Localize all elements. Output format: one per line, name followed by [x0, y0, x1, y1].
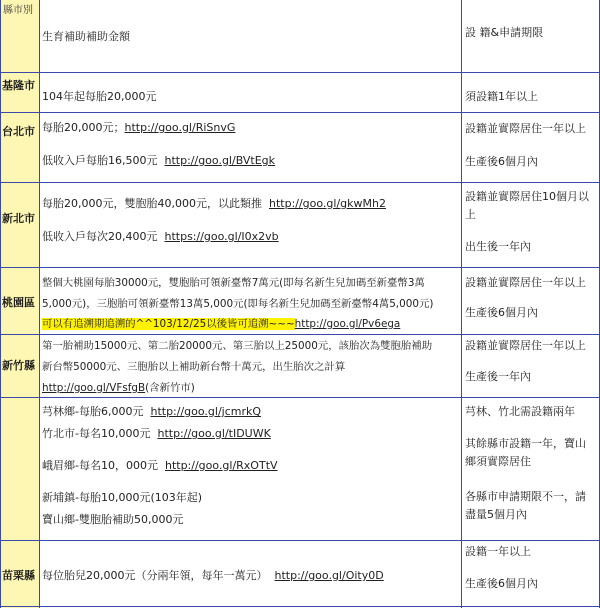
amount-text: 5,000元)，三胞胎可領新臺幣13萬5,000元(即每名新生兒加碼至新臺幣4萬5,000元)	[42, 298, 434, 310]
town-text: 峨眉鄉-每名10，000元	[42, 459, 158, 472]
period-text: 設籍並實際居住一年以上	[465, 339, 586, 352]
reference-link[interactable]: http://goo.gl/Oity0D	[274, 569, 384, 582]
amount-text: 每位胎兒20,000元（分兩年領，每年一萬元）	[42, 569, 268, 582]
period-text: 生產後6個月內	[465, 577, 538, 590]
amount-text: 低收入戶每胎16,500元	[42, 154, 158, 167]
period-text: 設籍並實際居住一年以上	[465, 122, 586, 135]
period-text: 芎林、竹北需設籍兩年	[465, 405, 575, 418]
amount-text	[42, 121, 235, 135]
city-name: 新竹縣	[2, 359, 35, 372]
amount-text	[42, 154, 275, 168]
reference-link[interactable]: http://goo.gl/gkwMh2	[268, 197, 386, 210]
city-name: 桃園區	[2, 296, 35, 309]
grid-line	[0, 112, 600, 113]
city-name: 新北市	[2, 212, 35, 225]
amount-text: 104年起每胎20,000元	[42, 90, 157, 103]
town-entry: 新埔鎮-每胎10,000元(103年起)	[42, 491, 203, 504]
amount-text: 低收入戶每次20,400元	[42, 230, 158, 243]
grid-line	[0, 606, 600, 607]
amount-text: (含新竹市)	[145, 382, 195, 394]
period-text: 其餘縣市設籍一年，寶山	[465, 437, 586, 450]
header-city: 縣市別	[3, 5, 33, 16]
period-text: 須設籍1年以上	[465, 90, 538, 103]
header-period: 設 籍&申請期限	[465, 26, 544, 39]
period-text: 生產後6個月內	[465, 306, 538, 319]
reference-link[interactable]: http://goo.gl/jcmrkQ	[150, 405, 262, 418]
amount-text: 每胎20,000元，雙胞胎40,000元，以此類推	[42, 197, 262, 210]
highlight-note: 可以有追溯期追溯的^^103/12/25以後皆可追溯~~~	[42, 318, 295, 330]
grid-line	[0, 540, 600, 541]
grid-line	[0, 72, 600, 73]
reference-link[interactable]: http://goo.gl/RxOTtV	[164, 459, 278, 472]
period-text: 盡量5個月內	[465, 508, 527, 521]
reference-link[interactable]: http://goo.gl/VFsfgB	[42, 382, 146, 394]
grid-line	[39, 0, 40, 608]
city-name: 基隆市	[2, 79, 35, 92]
period-text: 設籍並實際居住10個月以	[465, 190, 589, 203]
amount-text	[42, 230, 279, 244]
header-amount: 生育補助補助金額	[42, 30, 130, 43]
period-text: 生產後6個月內	[465, 155, 538, 168]
grid-line	[0, 397, 600, 398]
reference-link[interactable]: http://goo.gl/tIDUWK	[157, 427, 271, 440]
period-text: 設籍一年以上	[465, 545, 531, 558]
amount-text: 每胎20,000元；	[42, 121, 125, 134]
town-entry: 寶山鄉-雙胞胎補助50,000元	[42, 513, 184, 526]
amount-text: 整個大桃園每胎30000元，雙胞胎可領新臺幣7萬元(即每名新生兒加碼至新臺幣3萬	[42, 277, 425, 289]
grid-line	[0, 267, 600, 268]
city-name: 台北市	[2, 125, 35, 138]
period-text: 鄉須實際居住	[465, 455, 531, 468]
period-text: 出生後一年內	[465, 240, 531, 253]
amount-text	[42, 197, 386, 211]
period-text: 設籍並實際居住一年以上	[465, 276, 586, 289]
period-text: 生產後一年內	[465, 370, 531, 383]
reference-link[interactable]: https://goo.gl/I0x2vb	[164, 230, 279, 243]
grid-line	[0, 334, 600, 335]
reference-link[interactable]: http://goo.gl/RiSnvG	[124, 121, 236, 134]
amount-text: 新台幣50000元、三胞胎以上補助新台幣十萬元，出生胎次之計算	[42, 361, 346, 373]
reference-link[interactable]: http://goo.gl/Pv6ega	[294, 318, 401, 330]
town-text: 芎林鄉-每胎6,000元	[42, 405, 144, 418]
town-entry	[42, 427, 271, 441]
grid-line	[461, 0, 462, 608]
town-entry	[42, 459, 278, 473]
grid-line	[0, 0, 1, 608]
reference-link[interactable]: http://goo.gl/BVtEgk	[164, 154, 276, 167]
amount-text: 第一胎補助15000元、第二胎20000元、第三胎以上25000元，該胎次為雙胞胎補助	[42, 340, 433, 352]
amount-text	[42, 381, 195, 395]
city-name: 苗栗縣	[2, 569, 35, 582]
grid-line	[0, 182, 600, 183]
amount-text	[42, 317, 400, 331]
period-text: 上	[465, 208, 476, 221]
period-text: 各縣市申請期限不一，請	[465, 490, 586, 503]
amount-text	[42, 569, 384, 583]
town-text: 竹北市-每名10,000元	[42, 427, 151, 440]
town-entry	[42, 405, 261, 419]
